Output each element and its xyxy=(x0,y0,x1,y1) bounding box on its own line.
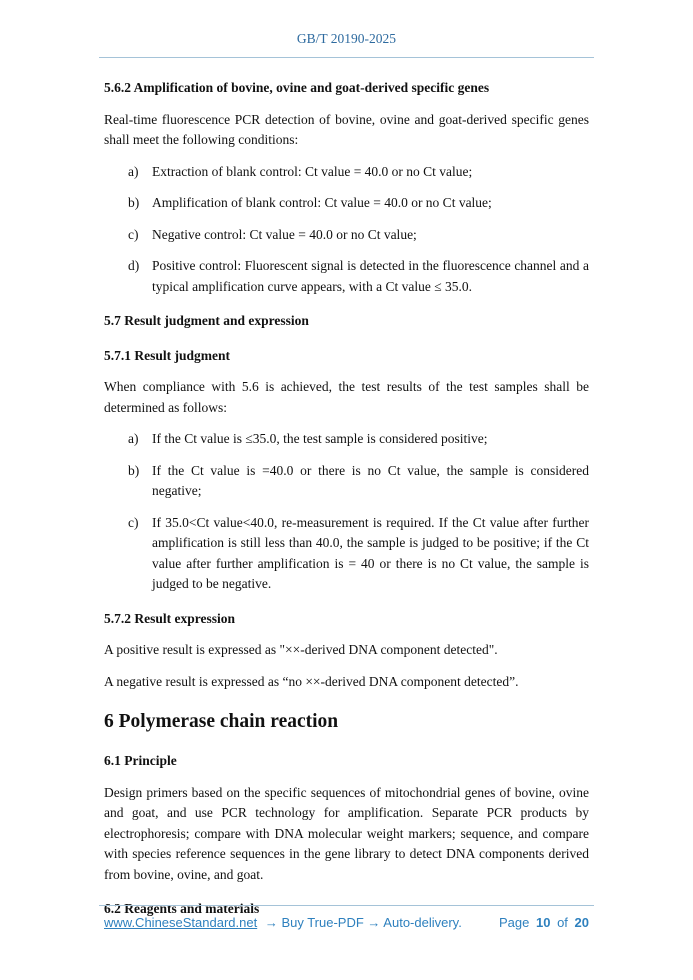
list-item xyxy=(104,461,589,502)
list-item-label: a) xyxy=(128,431,139,446)
page-label: Page xyxy=(498,915,530,930)
page-indicator xyxy=(499,915,589,930)
section-562-intro: Real-time fluorescence PCR detection of bovine, ovine and goat-derived specific genes shall meet the following conditions: xyxy=(104,111,589,147)
section-57-heading: 5.7 Result judgment and expression xyxy=(104,313,309,328)
list-item xyxy=(104,256,589,297)
chapter-6-heading: 6 Polymerase chain reaction xyxy=(104,711,339,732)
section-571-heading: 5.7.1 Result judgment xyxy=(104,347,231,363)
section-571-intro: When compliance with 5.6 is achieved, the test results of the test samples shall be determined as follows: xyxy=(104,379,589,415)
of-label: of xyxy=(557,915,568,930)
list-item xyxy=(104,513,589,595)
list-item-text: Extraction of blank control: Ct value = 40.0 or no Ct value; xyxy=(152,163,473,179)
chinesestandard-link[interactable]: www.ChineseStandard.net xyxy=(104,915,258,930)
header-rule xyxy=(99,57,594,58)
list-item xyxy=(104,429,589,450)
positive-result-text: A positive result is expressed as "××-derived DNA component detected". xyxy=(104,642,498,657)
list-item-text: If the Ct value is =40.0 or there is no Ct value, the sample is considered negative; xyxy=(152,462,589,498)
list-item-label: b) xyxy=(128,195,140,210)
list-item xyxy=(104,162,589,183)
condition-list-562 xyxy=(104,162,589,298)
footer-left xyxy=(104,915,462,930)
footer-tagline: → Buy True-PDF → Auto-delivery. xyxy=(264,915,462,930)
section-562-heading: 5.6.2 Amplification of bovine, ovine and goat-derived specific genes xyxy=(104,80,490,95)
list-item-label: c) xyxy=(128,226,139,242)
page-current: 10 xyxy=(535,915,551,930)
page-footer xyxy=(99,905,594,930)
page-total: 20 xyxy=(574,915,589,930)
list-item-text: If the Ct value is ≤35.0, the test sample is considered positive; xyxy=(152,431,488,446)
list-item-text: Positive control: Fluorescent signal is detected in the fluorescence channel and a typical amplification curve appears, with a Ct value ≤ 35.0. xyxy=(152,258,589,294)
section-572-heading: 5.7.2 Result expression xyxy=(104,610,236,626)
section-61-heading: 6.1 Principle xyxy=(104,753,177,768)
list-item-label: c) xyxy=(128,514,139,530)
section-62-heading: 6.2 Reagents and materials xyxy=(104,901,260,916)
list-item xyxy=(104,193,589,214)
list-item-label: d) xyxy=(128,258,140,273)
negative-result-text: A negative result is expressed as “no ××-derived DNA component detected”. xyxy=(104,673,519,689)
condition-list-571 xyxy=(104,429,589,595)
section-61-body: Design primers based on the specific sequences of mitochondrial genes of bovine, ovine and goat, and use PCR technology for amplification. Separate PCR products by electrophoresis; compare with DNA molecular weight markers; sequence, and compare with species reference sequences in the gene library to detect DNA components derived from bovine, ovine, and goat. xyxy=(104,784,589,882)
list-item xyxy=(104,225,589,246)
list-item-label: a) xyxy=(128,163,139,179)
footer-row xyxy=(99,906,594,930)
list-item-text: Amplification of blank control: Ct value = 40.0 or no Ct value; xyxy=(152,195,492,210)
list-item-text: Negative control: Ct value = 40.0 or no Ct value; xyxy=(152,226,417,242)
list-item-label: b) xyxy=(128,462,140,478)
standard-number: GB/T 20190-2025 xyxy=(296,31,397,46)
list-item-text: If 35.0<Ct value<40.0, re-measurement is required. If the Ct value after further amplification is still less than 40.0, the sample is judged to be positive; if the Ct value after further amplification is = 40 or there is no Ct value, the sample is judged to be negative. xyxy=(152,514,589,591)
